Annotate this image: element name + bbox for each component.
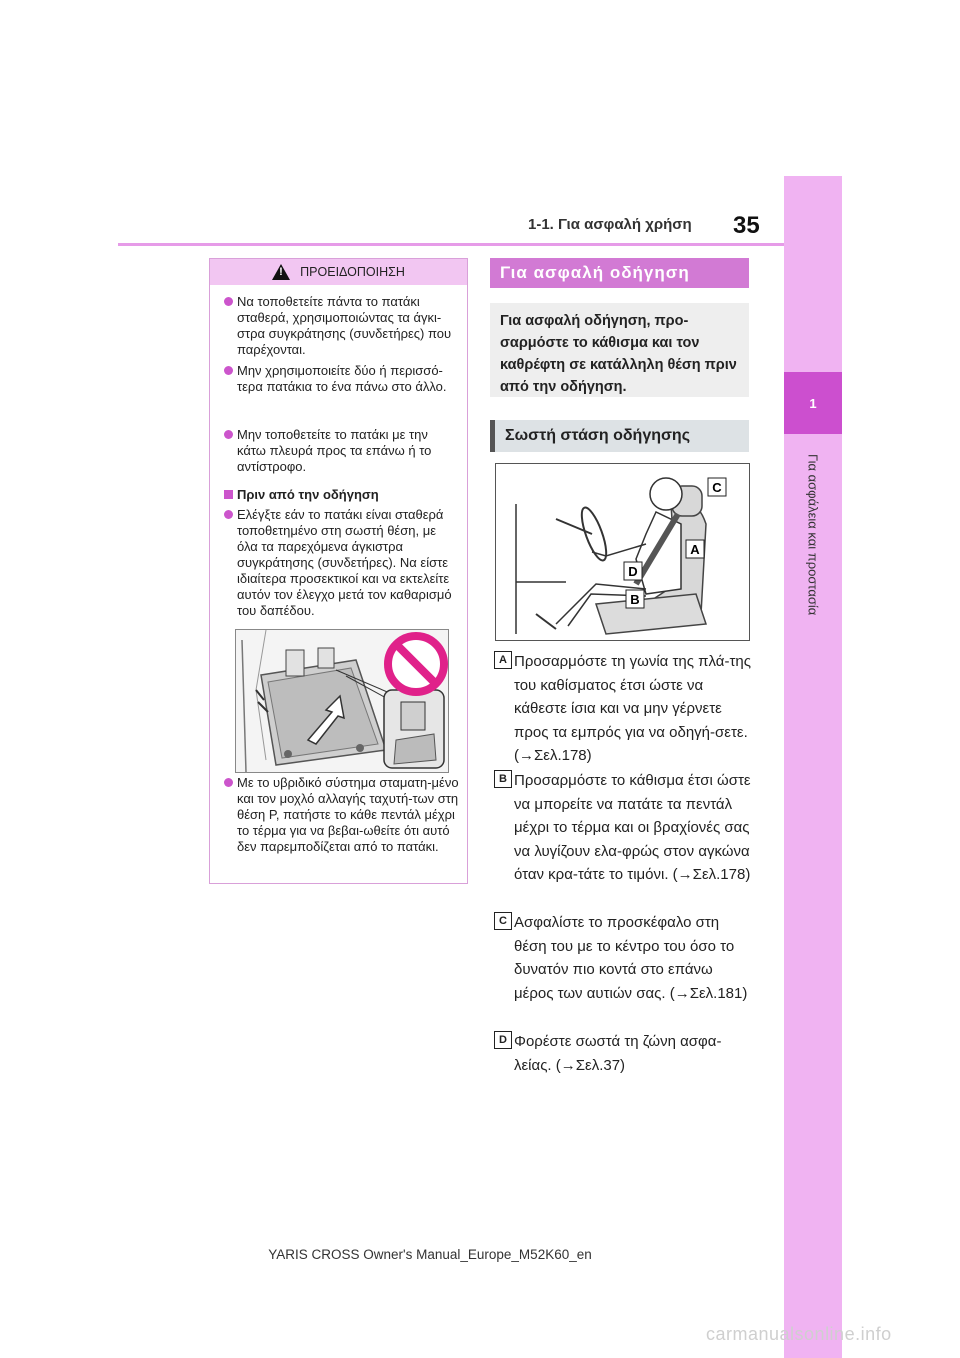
warning-header bbox=[210, 259, 467, 285]
posture-point bbox=[494, 1030, 754, 1077]
footer bbox=[0, 1247, 960, 1262]
point-text: Προσαρμόστε το κάθισμα έτσι ώστε να μπορείτε να πατάτε τα πεντάλ μέχρι το τέρμα και οι βραχίονές σας να λυγίζουν ελα-φρώς στον αγκώνα όταν κρα-τάτε το τιμόνι. (→Σελ.178) bbox=[514, 772, 751, 883]
bullet-icon bbox=[224, 297, 233, 306]
figure-label-d: D bbox=[628, 564, 638, 579]
figure-label-b: B bbox=[630, 592, 640, 607]
posture-point bbox=[494, 769, 754, 887]
warning-item: Μην τοποθετείτε το πατάκι με την κάτω πλευρά προς τα επάνω ή το αντίστροφο. bbox=[224, 427, 460, 475]
warning-title: ΠΡΟΕΙΔΟΠΟΙΗΣΗ bbox=[300, 265, 405, 279]
warning-item: Να τοποθετείτε πάντα το πατάκι σταθερά, χρησιμοποιώντας τα άγκι-στρα συγκράτησης (συνδετήρες) που παρέχονται. bbox=[224, 294, 460, 358]
chapter-number: 1 bbox=[784, 372, 842, 434]
warning-item: Με το υβριδικό σύστημα σταματη-μένο και τον μοχλό αλλαγής ταχυτή-των στη θέση P, πατήστε το κάθε πεντάλ μέχρι το τέρμα για να βεβαι-ωθείτε ότι αυτό δεν παρεμποδίζεται από το πατάκι. bbox=[224, 775, 460, 855]
subsection-heading: Σωστή στάση οδήγησης bbox=[490, 420, 749, 452]
bullet-icon bbox=[224, 366, 233, 375]
chapter-tab-strip bbox=[784, 176, 842, 1358]
posture-point bbox=[494, 911, 754, 1005]
point-label: B bbox=[494, 770, 512, 788]
header-divider bbox=[118, 243, 784, 246]
floor-mat-drawing bbox=[236, 630, 448, 772]
driving-posture-drawing bbox=[496, 464, 749, 640]
point-text: Ασφαλίστε το προσκέφαλο στη θέση του με το κέντρο του όσο το δυνατόν πιο κοντά στο επάνω μέρος των αυτιών σας. (→Σελ.181) bbox=[514, 914, 748, 1002]
page-number: 35 bbox=[733, 212, 760, 239]
point-label: A bbox=[494, 651, 512, 669]
figure-label-c: C bbox=[712, 480, 722, 495]
warning-item: Μην χρησιμοποιείτε δύο ή περισσό-τερα πατάκια το ένα πάνω στο άλλο. bbox=[224, 363, 460, 395]
bullet-icon bbox=[224, 430, 233, 439]
section-title: 1-1. Για ασφαλή χρήση bbox=[528, 216, 692, 233]
floor-mat-illustration bbox=[235, 629, 449, 773]
intro-box: Για ασφαλή οδήγηση, προ-σαρμόστε το κάθισμα και τον καθρέφτη σε κατάλληλη θέση πριν από την οδήγηση. bbox=[490, 303, 749, 397]
point-text: Φορέστε σωστά τη ζώνη ασφα-λείας. (→Σελ.37) bbox=[514, 1033, 722, 1074]
warning-item: Ελέγξτε εάν το πατάκι είναι σταθερά τοποθετημένο στη σωστή θέση, με όλα τα παρεχόμενα άγκιστρα συγκράτησης (συνδετήρες). Να είστε ιδιαίτερα προσεκτικοί και να εκτελείτε αυτόν τον έλεγχο μετά τον καθαρισμό του δαπέδου. bbox=[224, 507, 460, 619]
point-text: Προσαρμόστε τη γωνία της πλά-της του καθίσματος έτσι ώστε να κάθεστε ίσια και να μην γέρνετε προς τα εμπρός για να οδηγή-σετε. (→Σελ.178) bbox=[514, 653, 751, 764]
point-label: C bbox=[494, 912, 512, 930]
driving-posture-illustration bbox=[495, 463, 750, 641]
warning-triangle-icon bbox=[272, 264, 290, 280]
bullet-icon bbox=[224, 778, 233, 787]
chapter-title: Για ασφάλεια και προστασία bbox=[805, 454, 821, 616]
footer-text: YARIS CROSS Owner's Manual_Europe_M52K60_en bbox=[268, 1247, 592, 1262]
watermark: carmanualsonline.info bbox=[706, 1324, 892, 1344]
posture-point bbox=[494, 650, 754, 768]
warning-subheading: Πριν από την οδήγηση bbox=[224, 487, 460, 503]
section-heading: Για ασφαλή οδήγηση bbox=[490, 258, 749, 288]
point-label: D bbox=[494, 1031, 512, 1049]
square-bullet-icon bbox=[224, 490, 233, 499]
chapter-title-vertical bbox=[786, 440, 840, 630]
bullet-icon bbox=[224, 510, 233, 519]
figure-label-a: A bbox=[690, 542, 700, 557]
warning-box bbox=[209, 258, 468, 884]
